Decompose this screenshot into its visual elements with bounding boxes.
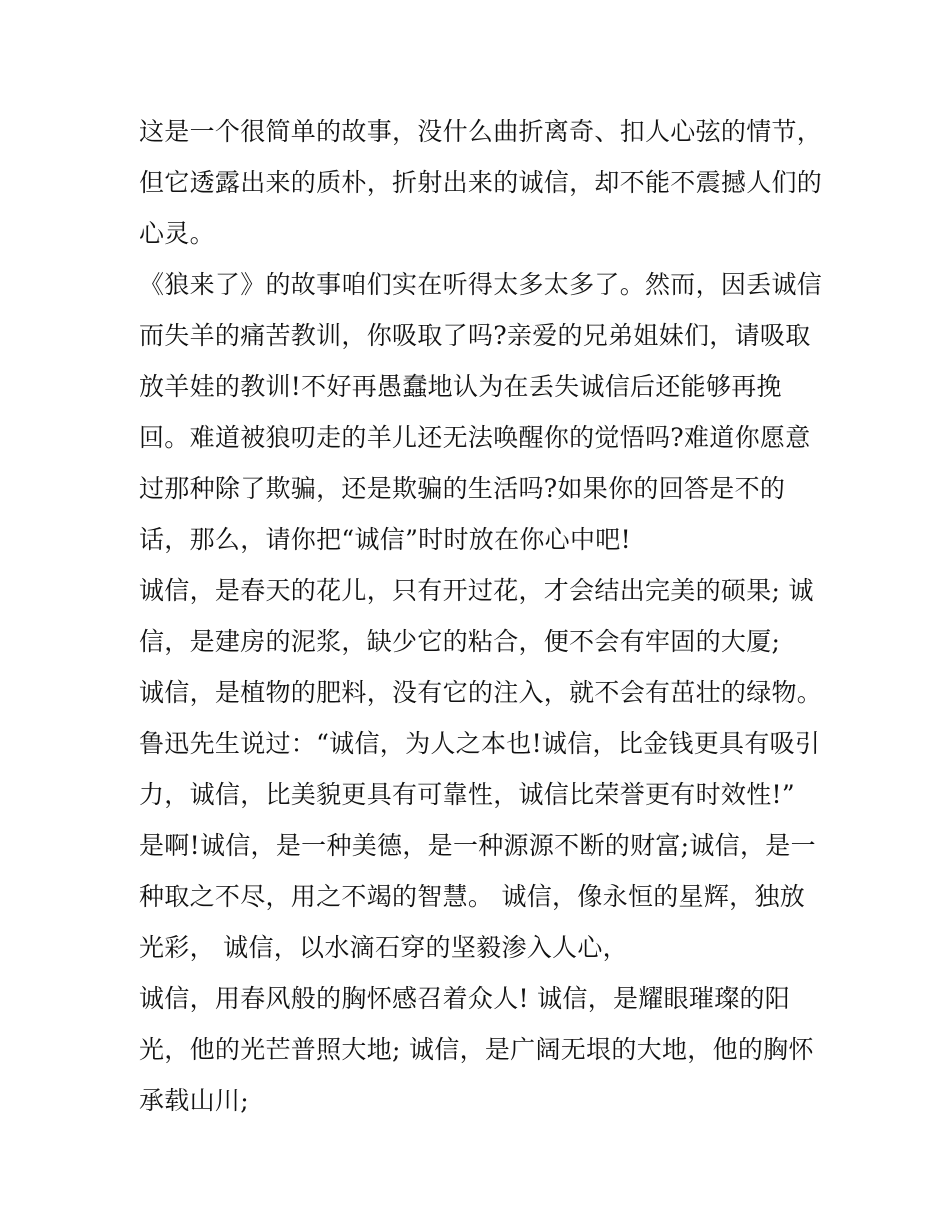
text-line: 而失羊的痛苦教训，你吸取了吗?亲爱的兄弟姐妹们，请吸取 [139, 321, 811, 350]
text-line: 信，是建房的泥浆，缺少它的粘合，便不会有牢固的大厦; [139, 627, 781, 656]
text-line: 心灵。 [139, 219, 215, 248]
text-line: 承载山川; [139, 1086, 249, 1115]
text-line: 诚信，用春风般的胸怀感召着众人! 诚信，是耀眼璀璨的阳 [139, 984, 791, 1013]
text-line: 《狼来了》的故事咱们实在听得太多太多了。然而，因丢诚信 [139, 270, 823, 299]
text-line: 过那种除了欺骗，还是欺骗的生活吗?如果你的回答是不的 [139, 474, 786, 503]
text-line: 但它透露出来的质朴，折射出来的诚信，却不能不震撼人们的 [139, 168, 823, 197]
text-line: 种取之不尽，用之不竭的智慧。 诚信，像永恒的星辉，独放 [139, 882, 806, 911]
text-line: 力，诚信，比美貌更具有可靠性，诚信比荣誉更有时效性!” [139, 780, 795, 809]
text-line: 放羊娃的教训!不好再愚蠢地认为在丢失诚信后还能够再挽 [139, 372, 782, 401]
text-line: 诚信，是春天的花儿，只有开过花，才会结出完美的硕果; 诚 [139, 576, 814, 605]
text-line: 是啊!诚信，是一种美德，是一种源源不断的财富;诚信，是一 [139, 831, 816, 860]
text-line: 诚信，是植物的肥料，没有它的注入，就不会有茁壮的绿物。 [139, 678, 823, 707]
text-line: 光彩， 诚信，以水滴石穿的坚毅渗入人心， [139, 933, 628, 962]
text-line: 回。难道被狼叨走的羊儿还无法唤醒你的觉悟吗?难道你愿意 [139, 423, 811, 452]
text-line: 话，那么，请你把“诚信”时时放在你心中吧! [139, 525, 631, 554]
text-line: 光，他的光芒普照大地; 诚信，是广阔无垠的大地，他的胸怀 [139, 1035, 814, 1064]
text-line: 这是一个很简单的故事，没什么曲折离奇、扣人心弦的情节， [139, 117, 823, 146]
body-text [139, 106, 823, 1126]
text-line: 鲁迅先生说过：“诚信，为人之本也!诚信，比金钱更具有吸引 [139, 729, 821, 758]
